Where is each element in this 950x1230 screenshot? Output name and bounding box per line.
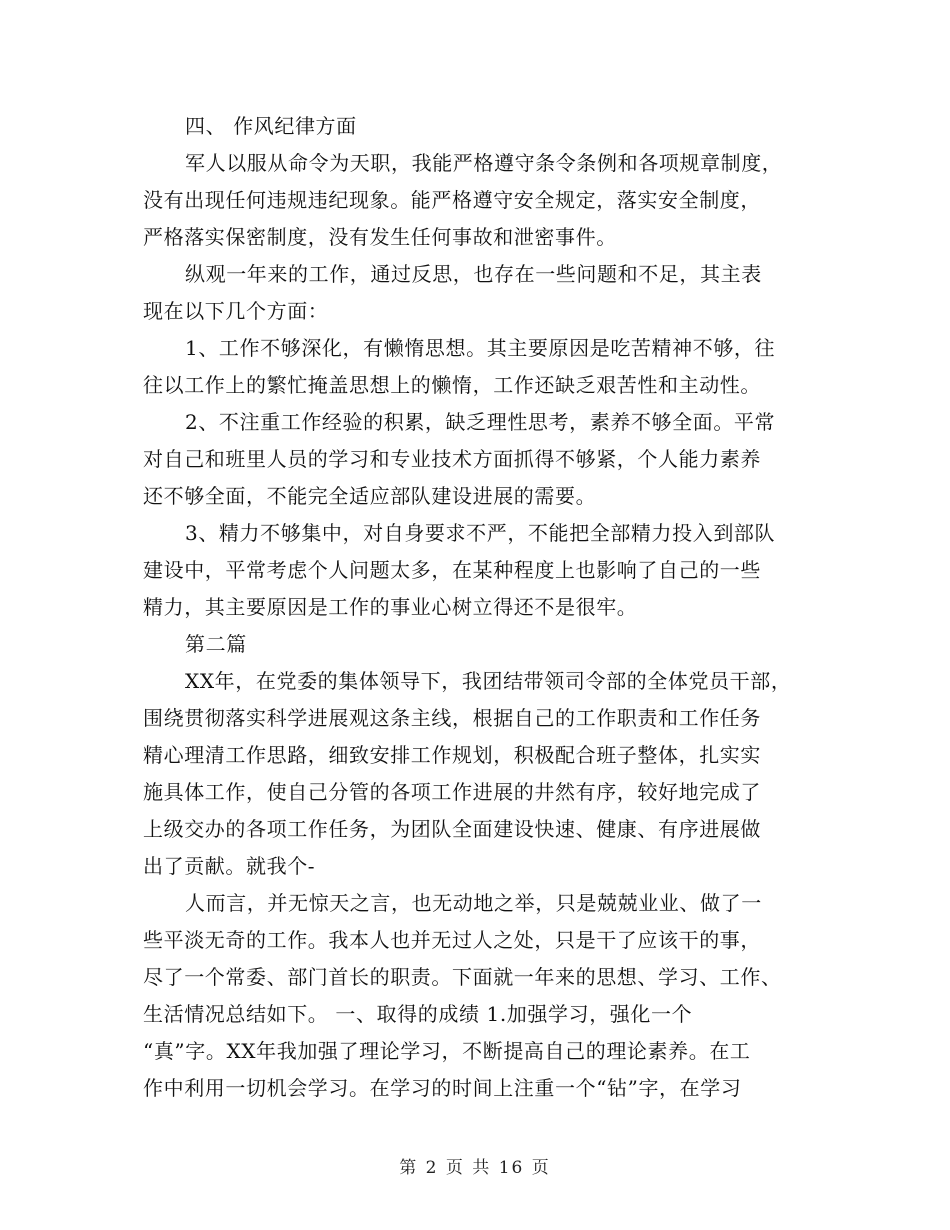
text-line: 精心理清工作思路，细致安排工作规划，积极配合班子整体，扎实实 (143, 743, 761, 767)
text-line: 没有出现任何违规违纪现象。能严格遵守安全规定，落实安全制度， (143, 188, 761, 212)
document-body (143, 108, 813, 1107)
text-line: XX年，在党委的集体领导下，我团结带领司令部的全体党员干部， (185, 669, 792, 693)
text-line: “真”字。XX年我加强了理论学习，不断提高自己的理论素养。在工 (143, 1039, 751, 1063)
text-line: 还不够全面，不能完全适应部队建设进展的需要。 (143, 484, 597, 508)
text-line: 生活情况总结如下。 一、取得的成绩 1.加强学习，强化一个 (143, 1002, 693, 1026)
text-line: 上级交办的各项工作任务，为团队全面建设快速、健康、有序进展做 (143, 817, 761, 841)
text-line: 往以工作上的繁忙掩盖思想上的懒惰，工作还缺乏艰苦性和主动性。 (143, 373, 761, 397)
text-line: 现在以下几个方面： (143, 299, 329, 323)
text-line: 人而言，并无惊天之言，也无动地之举，只是兢兢业业、做了一 (185, 891, 762, 915)
text-line: 精力，其主要原因是工作的事业心树立得还不是很牢。 (143, 595, 638, 619)
text-line: 些平淡无奇的工作。我本人也并无过人之处，只是干了应该干的事， (143, 928, 761, 952)
text-line: 2、不注重工作经验的积累，缺乏理性思考，素养不够全面。平常 (185, 410, 776, 434)
text-line: 对自己和班里人员的学习和专业技术方面抓得不够紧，个人能力素养 (143, 447, 761, 471)
text-line: 军人以服从命令为天职，我能严格遵守条令条例和各项规章制度， (185, 151, 783, 175)
text-line: 第二篇 (185, 632, 247, 656)
text-line: 3、精力不够集中，对自身要求不严，不能把全部精力投入到部队 (185, 521, 776, 545)
text-line: 围绕贯彻落实科学进展观这条主线，根据自己的工作职责和工作任务 (143, 706, 761, 730)
text-line: 作中利用一切机会学习。在学习的时间上注重一个“钻”字，在学习 (143, 1076, 742, 1100)
text-line: 四、 作风纪律方面 (185, 114, 357, 138)
text-line: 出了贡献。就我个- (143, 854, 316, 878)
text-line: 纵观一年来的工作，通过反思，也存在一些问题和不足，其主表 (185, 262, 762, 286)
text-line: 施具体工作，使自己分管的各项工作进展的井然有序，较好地完成了 (143, 780, 761, 804)
text-line: 尽了一个常委、部门首长的职责。下面就一年来的思想、学习、工作、 (143, 965, 782, 989)
text-line: 1、工作不够深化，有懒惰思想。其主要原因是吃苦精神不够，往 (185, 336, 776, 360)
text-line: 严格落实保密制度，没有发生任何事故和泄密事件。 (143, 225, 617, 249)
page-footer: 第 2 页 共 16 页 (399, 1158, 551, 1178)
text-line: 建设中，平常考虑个人问题太多，在某种程度上也影响了自己的一些 (143, 558, 761, 582)
